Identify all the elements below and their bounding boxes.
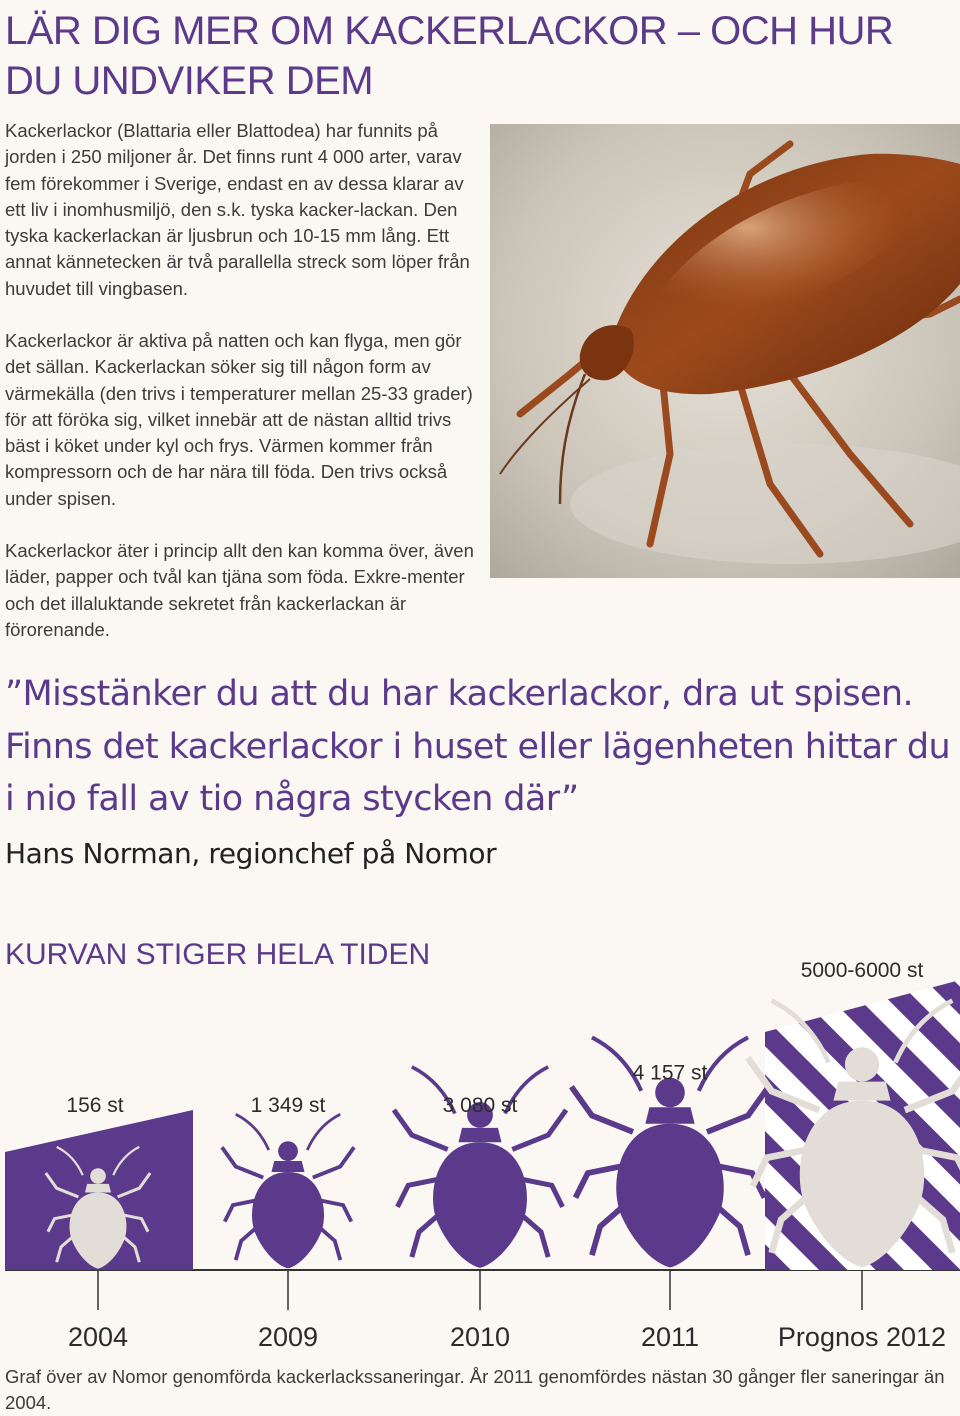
data-label: 156 st — [66, 1094, 124, 1117]
x-tick-label: 2011 — [640, 1322, 700, 1352]
x-tick-label: 2004 — [67, 1322, 129, 1352]
sanitation-chart — [0, 959, 960, 1352]
pull-quote: ”Misstänker du att du har kackerlackor, dra ut spisen. Finns det kackerlackor i huset eller lägenheten hittar du i nio fall av tio några stycken där” — [5, 674, 951, 819]
chart-title: KURVAN STIGER HELA TIDEN — [5, 938, 431, 971]
data-label: 1 349 st — [250, 1094, 326, 1117]
page-title: LÄR DIG MER OM KACKERLACKOR – OCH HUR DU UNDVIKER DEM — [5, 9, 894, 103]
food-paragraph: Kackerlackor äter i princip allt den kan komma över, även läder, papper och tvål kan tjäna som föda. Exkre-menter och det illaluktande sekretet från kackerlackan är förorenande. — [5, 540, 474, 640]
activity-paragraph: Kackerlackor är aktiva på natten och kan flyga, men gör det sällan. Kackerlackan söker sig till någon form av värmekälla (den trivs i temperaturer mellan 25-33 grader) för att föröka sig, vilket innebär att de nästan alltid trivs bäst i köket under kyl och frys. Värmen kommer från kompressorn och de har nära till föda. Den trivs också under spisen. — [5, 330, 473, 509]
cockroach-bar-2009 — [222, 1114, 354, 1268]
x-tick-label: 2010 — [449, 1322, 511, 1352]
quote-author: Hans Norman, regionchef på Nomor — [5, 837, 497, 870]
intro-paragraph: Kackerlackor (Blattaria eller Blattodea) har funnits på jorden i 250 miljoner år. Det finns runt 4 000 arter, varav fem förekommer i Sverige, endast en av dessa klarar av ett liv i inomhusmiljö, den s.k. tyska kacker-lackan. Den tyska kackerlackan är ljusbrun och 10-15 mm lång. Ett annat kännetecken är två parallella streck som löper från huvudet till vingbasen. — [5, 120, 470, 299]
x-tick-label: 2009 — [257, 1322, 319, 1352]
data-label: 4 157 st — [632, 1061, 708, 1085]
data-label: 5000-6000 st — [800, 959, 924, 982]
x-tick-label: Prognos 2012 — [777, 1322, 947, 1352]
cockroach-photo — [490, 124, 960, 578]
chart-caption: Graf över av Nomor genomförda kackerlackssaneringar. År 2011 genomfördes nästan 30 gånger fler saneringar än 2004. — [5, 1366, 945, 1413]
data-label: 3 080 st — [442, 1094, 518, 1117]
